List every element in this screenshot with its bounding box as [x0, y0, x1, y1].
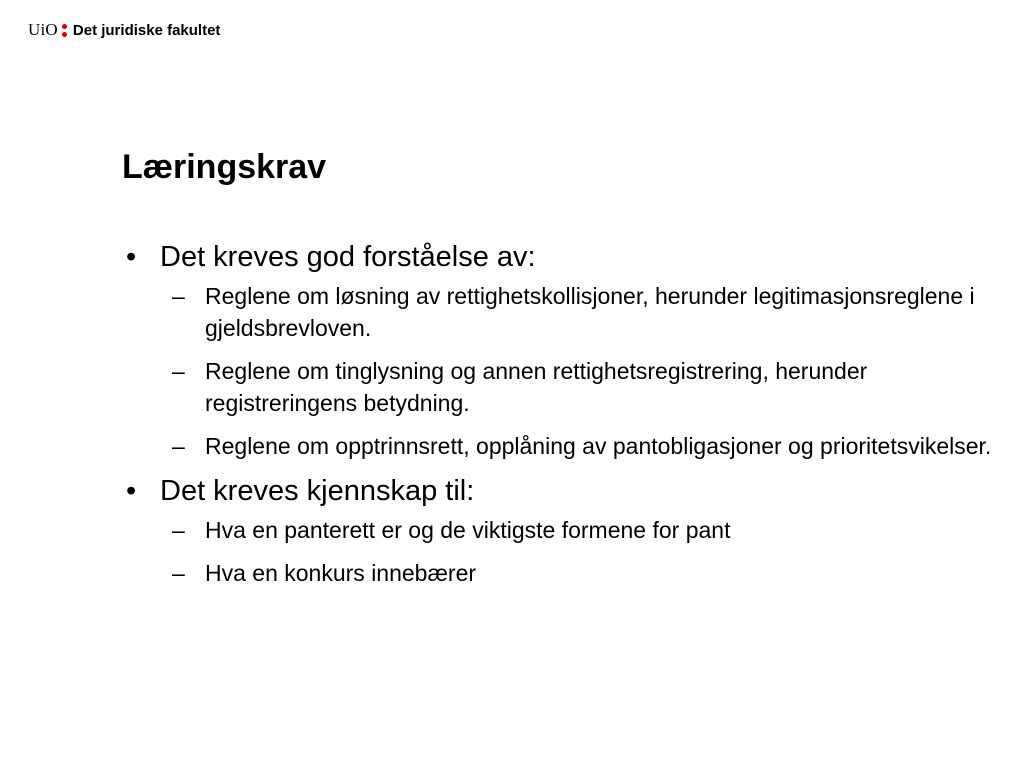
faculty-name: Det juridiske fakultet: [72, 21, 221, 39]
uio-logo-dots-icon: [62, 24, 67, 37]
sub-item-text: Hva en panterett er og de viktigste formene for pant: [205, 517, 731, 543]
sub-list: [160, 280, 992, 462]
sub-marker: –: [172, 517, 185, 543]
sub-item: [160, 280, 992, 344]
sub-item-text: Hva en konkurs innebærer: [205, 560, 477, 586]
sub-item-text: Reglene om løsning av rettighetskollisjoner, herunder legitimasjonsreglene i gjeldsbrevloven.: [205, 283, 975, 341]
uio-logo-text: UiO: [28, 20, 58, 39]
bullet-text: Det kreves god forståelse av:: [160, 241, 536, 273]
sub-item: [160, 355, 992, 419]
bullet-marker: •: [126, 241, 137, 273]
sub-marker: –: [172, 358, 185, 384]
bullet-item: [122, 472, 992, 589]
sub-item-text: Reglene om tinglysning og annen rettighetsregistrering, herunder registreringens betydning.: [205, 358, 868, 416]
sub-item: [160, 514, 992, 546]
sub-item: [160, 557, 992, 589]
bullet-item: [122, 238, 992, 462]
sub-item-text: Reglene om opptrinnsrett, opplåning av pantobligasjoner og prioritetsvikelser.: [205, 433, 992, 459]
bullet-text: Det kreves kjennskap til:: [160, 475, 475, 507]
sub-marker: –: [172, 283, 185, 309]
bullet-marker: •: [126, 475, 137, 507]
slide-title: Læringskrav: [122, 148, 327, 186]
logo-dot-top: [62, 24, 67, 29]
sub-item: [160, 430, 992, 462]
sub-marker: –: [172, 433, 185, 459]
sub-marker: –: [172, 560, 185, 586]
logo-dot-bottom: [62, 32, 67, 37]
slide-content: [122, 238, 992, 589]
sub-list: [160, 514, 992, 589]
header: [28, 18, 220, 42]
